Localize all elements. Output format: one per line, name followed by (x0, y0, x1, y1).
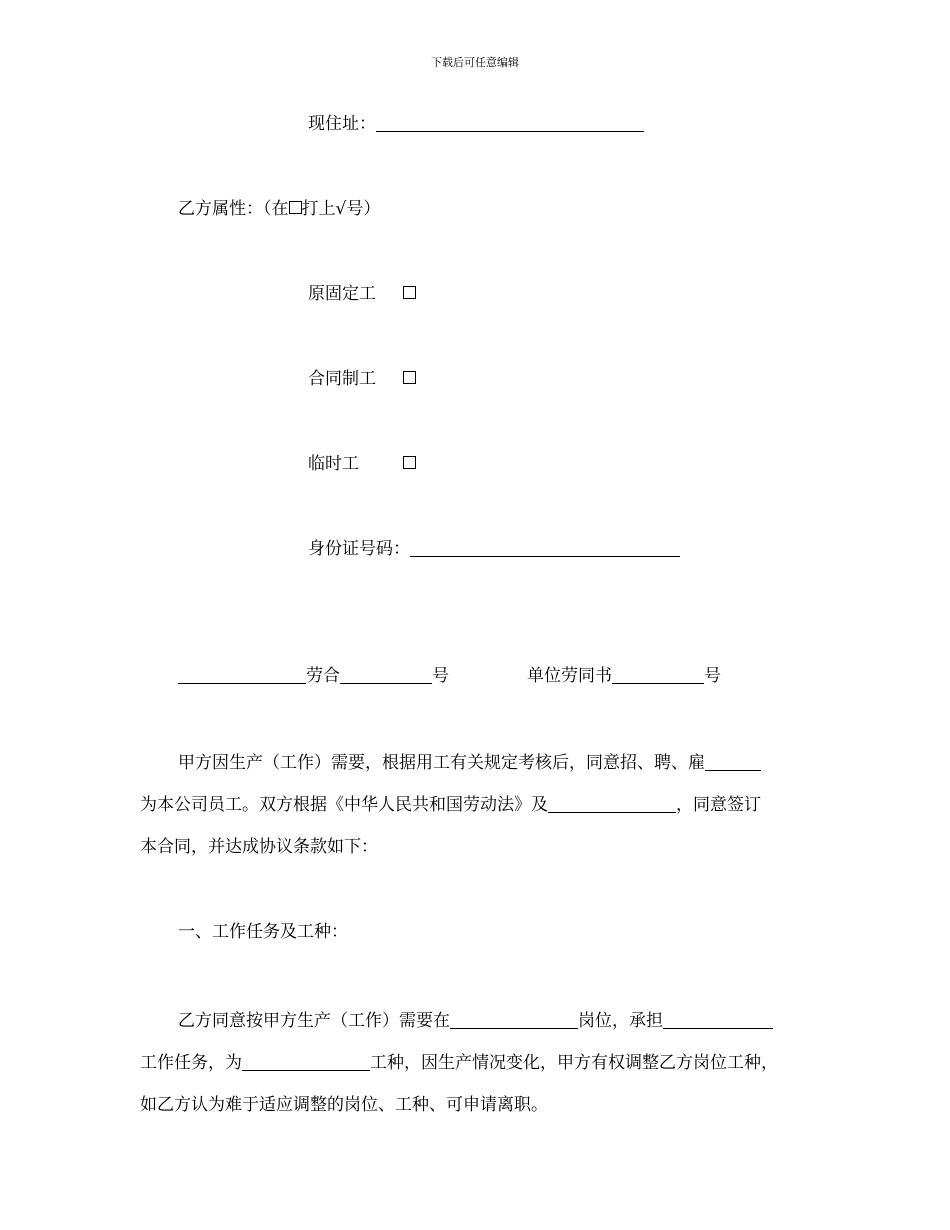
intro-line-3: 本合同，并达成协议条款如下： (140, 837, 378, 857)
section-1-line-2b: 工种，因生产情况变化，甲方有权调整乙方岗位工种， (370, 1053, 778, 1073)
intro-paragraph (140, 742, 810, 868)
hao-label: 号 (432, 666, 449, 686)
intro-line-2a: 为本公司员工。双方根据《中华人民共和国劳动法》及 (140, 795, 548, 815)
address-label: 现住址： (308, 114, 376, 134)
id-number-line (308, 537, 680, 561)
unit-book-number-blank[interactable] (612, 665, 704, 684)
party-b-attr-suffix: 打上√号） (301, 199, 381, 219)
section-1-line-3: 如乙方认为难于适应调整的岗位、工种、可申请离职。 (140, 1095, 548, 1115)
section-1-paragraph (140, 1000, 810, 1126)
lao-he-label: 劳合 (306, 666, 340, 686)
checkbox-original-fixed[interactable] (403, 286, 416, 299)
intro-line-1: 甲方因生产（工作）需要，根据用工有关规定考核后，同意招、聘、雇 (178, 753, 705, 773)
address-blank[interactable] (376, 113, 644, 132)
party-b-attr-label: 乙方属性：（在 (178, 199, 289, 219)
unit-book-label: 单位劳同书 (527, 666, 612, 686)
party-b-attribute-line (178, 197, 380, 221)
contract-prefix-blank[interactable] (178, 665, 306, 684)
post-blank[interactable] (450, 1010, 578, 1029)
regulation-blank[interactable] (548, 794, 676, 813)
page-header: 下载后可任意编辑 (431, 56, 519, 69)
option-contract (308, 367, 416, 391)
intro-line-2b: ，同意签订 (676, 795, 761, 815)
section-1-title: 一、工作任务及工种： (178, 922, 348, 942)
checkbox-contract[interactable] (403, 371, 416, 384)
section-1-line-1b: 岗位，承担 (578, 1011, 663, 1031)
option-label: 原固定工 (308, 284, 376, 304)
checkbox-temporary[interactable] (403, 456, 416, 469)
id-number-blank[interactable] (410, 538, 680, 557)
option-label: 临时工 (308, 454, 359, 474)
option-original-fixed (308, 282, 416, 306)
section-1-line-1a: 乙方同意按甲方生产（工作）需要在 (178, 1011, 450, 1031)
employee-name-blank[interactable] (705, 752, 761, 771)
hao2-label: 号 (704, 666, 721, 686)
contract-number-blank[interactable] (340, 665, 432, 684)
checkbox-icon (289, 201, 302, 214)
option-label: 合同制工 (308, 369, 376, 389)
section-1-line-2a: 工作任务，为 (140, 1053, 242, 1073)
contract-number-line (178, 664, 721, 688)
job-type-blank[interactable] (242, 1052, 370, 1071)
option-temporary (308, 452, 416, 476)
task-blank[interactable] (663, 1010, 773, 1029)
address-line (308, 112, 644, 136)
id-label: 身份证号码： (308, 539, 410, 559)
